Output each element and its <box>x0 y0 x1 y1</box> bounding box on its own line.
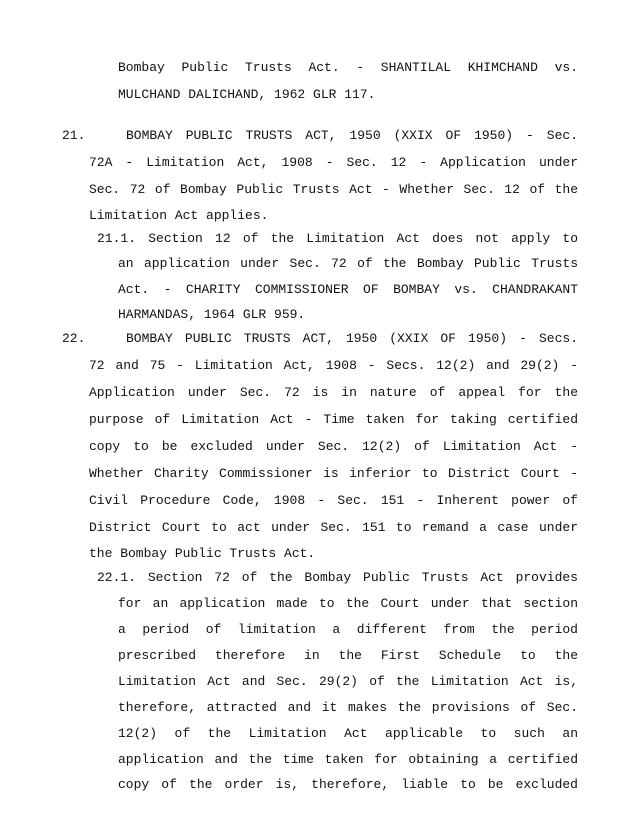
sub-entry-line: 22.1. Section 72 of the Bombay Public Trusts Act provides <box>97 570 578 585</box>
text-line: HARMANDAS, 1964 GLR 959. <box>118 307 306 322</box>
text-line: Limitation Act applies. <box>89 208 269 223</box>
text-line: application and the time taken for obtaining a certified <box>118 752 578 767</box>
text-line: therefore, attracted and it makes the provisions of Sec. <box>118 700 578 715</box>
text-line: Civil Procedure Code, 1908 - Sec. 151 - Inherent power of <box>89 493 578 508</box>
text-line: copy to be excluded under Sec. 12(2) of Limitation Act - <box>89 439 578 454</box>
text-line: copy of the order is, therefore, liable to be excluded <box>118 777 578 792</box>
text-line: for an application made to the Court under that section <box>118 596 578 611</box>
text-line: an application under Sec. 72 of the Bombay Public Trusts <box>118 256 578 271</box>
sub-entry-line: 21.1. Section 12 of the Limitation Act does not apply to <box>97 231 578 246</box>
text-line: a period of limitation a different from the period <box>118 622 578 637</box>
text-line: 12(2) of the Limitation Act applicable to such an <box>118 726 578 741</box>
entry-number: 21. <box>62 128 86 143</box>
text-line: Application under Sec. 72 is in nature of appeal for the <box>89 385 578 400</box>
text-line: MULCHAND DALICHAND, 1962 GLR 117. <box>118 87 376 102</box>
text-line: 72 and 75 - Limitation Act, 1908 - Secs. 12(2) and 29(2) - <box>89 358 578 373</box>
entry-heading: BOMBAY PUBLIC TRUSTS ACT, 1950 (XXIX OF 1950) - Secs. <box>126 331 578 346</box>
text-line: Bombay Public Trusts Act. - SHANTILAL KHIMCHAND vs. <box>118 60 578 75</box>
text-line: prescribed therefore in the First Schedule to the <box>118 648 578 663</box>
text-line: Act. - CHARITY COMMISSIONER OF BOMBAY vs. CHANDRAKANT <box>118 282 578 297</box>
text-line: District Court to act under Sec. 151 to remand a case under <box>89 520 578 535</box>
text-line: the Bombay Public Trusts Act. <box>89 546 316 561</box>
text-line: 72A - Limitation Act, 1908 - Sec. 12 - Application under <box>89 155 578 170</box>
text-line: Sec. 72 of Bombay Public Trusts Act - Whether Sec. 12 of the <box>89 182 578 197</box>
text-line: Whether Charity Commissioner is inferior to District Court - <box>89 466 578 481</box>
text-line: purpose of Limitation Act - Time taken for taking certified <box>89 412 578 427</box>
entry-heading: BOMBAY PUBLIC TRUSTS ACT, 1950 (XXIX OF 1950) - Sec. <box>126 128 578 143</box>
entry-number: 22. <box>62 331 86 346</box>
text-line: Limitation Act and Sec. 29(2) of the Limitation Act is, <box>118 674 578 689</box>
